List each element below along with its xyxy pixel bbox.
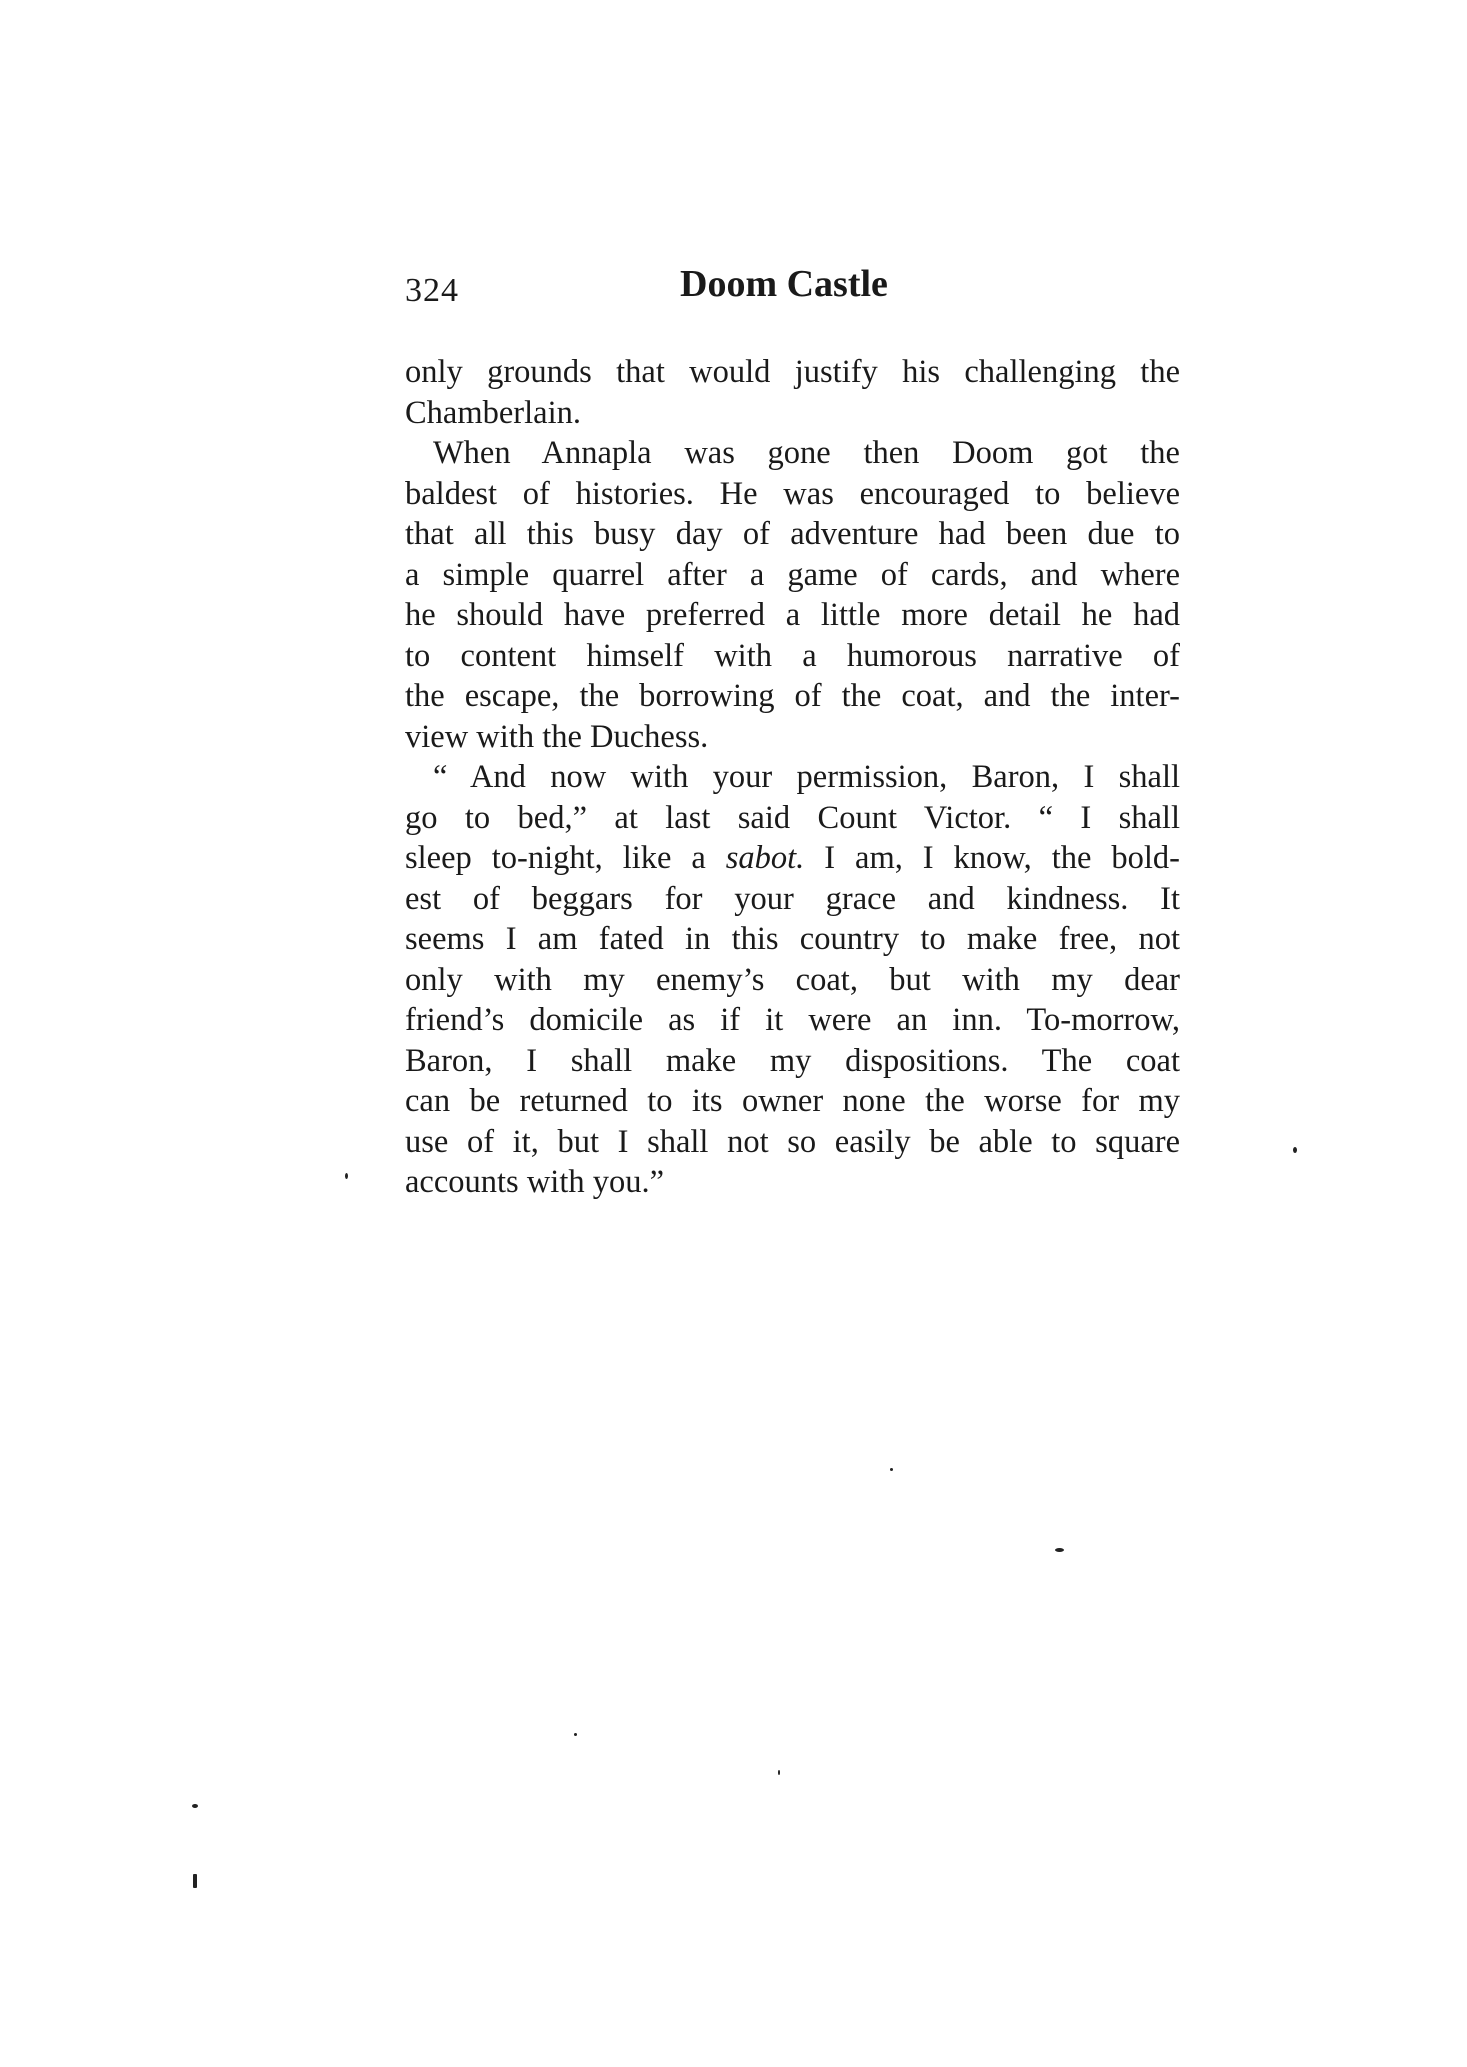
body-text — [405, 352, 1180, 1203]
running-head — [405, 262, 1180, 322]
text-line: est of beggars for your grace and kindness. It — [405, 880, 1180, 917]
text-fragment: I am, I know, the bold- — [804, 840, 1180, 876]
text-line: to content himself with a humorous narrative of — [405, 637, 1180, 674]
scan-speck — [890, 1468, 893, 1471]
text-line: Baron, I shall make my dispositions. The coat — [405, 1042, 1180, 1079]
scan-speck — [1055, 1548, 1064, 1552]
paragraph-2 — [405, 433, 1180, 474]
text-line: can be returned to its owner none the worse for my — [405, 1083, 1180, 1119]
text-line: When Annapla was gone then Doom got the — [433, 435, 1180, 471]
text-line: baldest of histories. He was encouraged to believe — [405, 475, 1180, 512]
italic-word: sabot. — [725, 840, 805, 876]
running-title: Doom Castle — [680, 263, 888, 305]
text-line: a simple quarrel after a game of cards, and where — [405, 556, 1180, 593]
scan-speck — [1293, 1147, 1297, 1153]
paragraph-2-cont — [405, 474, 1180, 758]
scan-speck — [193, 1874, 197, 1888]
scan-speck — [778, 1770, 780, 1775]
scan-speck — [345, 1173, 348, 1179]
scan-speck — [192, 1804, 198, 1808]
text-line: that all this busy day of adventure had been due to — [405, 516, 1180, 552]
paragraph-3 — [405, 757, 1180, 798]
paragraph-3-cont — [405, 798, 1180, 1203]
text-line: only with my enemy’s coat, but with my dear — [405, 961, 1180, 998]
text-line: friend’s domicile as if it were an inn. To-morrow, — [405, 1002, 1180, 1038]
text-fragment: sleep to-night, like a — [405, 840, 726, 876]
text-line: only grounds that would justify his challenging the — [405, 354, 1180, 390]
text-line: go to bed,” at last said Count Victor. “ I shall — [405, 799, 1180, 836]
text-line — [405, 838, 1180, 879]
text-line: seems I am fated in this country to make free, not — [405, 921, 1180, 957]
text-line: Chamberlain. — [405, 394, 581, 431]
text-line: accounts with you.” — [405, 1164, 665, 1200]
scan-speck — [574, 1733, 577, 1736]
text-line: he should have preferred a little more detail he had — [405, 597, 1180, 633]
text-line: use of it, but I shall not so easily be able to square — [405, 1123, 1180, 1160]
page-number: 324 — [405, 272, 459, 309]
text-line: “ And now with your permission, Baron, I shall — [433, 759, 1180, 795]
text-line: the escape, the borrowing of the coat, and the inter- — [405, 678, 1180, 714]
paragraph-1 — [405, 352, 1180, 433]
text-line: view with the Duchess. — [405, 718, 709, 755]
